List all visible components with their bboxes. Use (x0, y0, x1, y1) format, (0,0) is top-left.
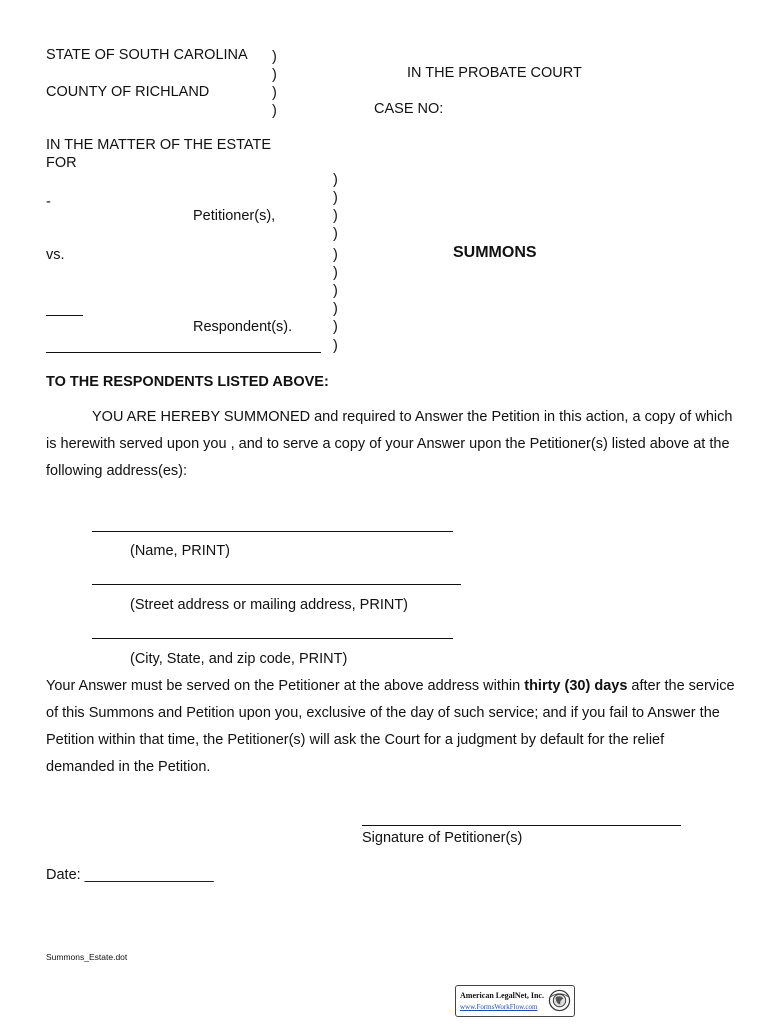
footer-filename: Summons_Estate.dot (46, 952, 128, 962)
publisher-badge[interactable] (455, 985, 575, 1017)
caption-paren: ) (333, 338, 338, 354)
caption-paren: ) (333, 265, 338, 281)
city-field-line (92, 638, 453, 639)
county-label: COUNTY OF RICHLAND (46, 84, 210, 100)
caption-paren: ) (333, 247, 338, 263)
state-label: STATE OF SOUTH CAROLINA (46, 47, 248, 63)
signature-line (362, 825, 681, 826)
caption-paren: ) (333, 226, 338, 242)
caption-paren: ) (272, 85, 277, 101)
answer-text-after: after the service of this Summons and Petition upon you, exclusive of the day of such service; and if you fail to Answer the Petition within that time, the Petitioner(s) will ask the Court for a judgment by default for the relief demanded in the Petition. (46, 678, 735, 775)
matter-line1: IN THE MATTER OF THE ESTATE (46, 137, 272, 153)
respondents-heading: TO THE RESPONDENTS LISTED ABOVE: (46, 374, 329, 390)
document-title: SUMMONS (453, 244, 537, 261)
badge-url[interactable]: www.FormsWorkFlow.com (460, 1003, 538, 1011)
caption-paren: ) (333, 319, 338, 335)
street-field-label: (Street address or mailing address, PRINT) (130, 597, 409, 613)
name-field-label: (Name, PRINT) (130, 543, 230, 559)
caption-paren: ) (272, 49, 277, 65)
court-label: IN THE PROBATE COURT (407, 65, 582, 81)
respondent-name-line (46, 315, 83, 316)
intro-paragraph: YOU ARE HEREBY SUMMONED and required to Answer the Petition in this action, a copy of which is herewith served upon you , and to serve a copy of your Answer upon the Petitioner(s) listed above at the following address(es): (46, 409, 733, 479)
caption-paren: ) (272, 103, 277, 119)
signature-label: Signature of Petitioner(s) (362, 830, 523, 846)
answer-text-before: Your Answer must be served on the Petitioner at the above address within (46, 678, 525, 694)
respondent-label: Respondent(s). (193, 319, 293, 335)
badge-company: American LegalNet, Inc. (460, 991, 544, 1000)
caption-paren: ) (333, 172, 338, 188)
vs-label: vs. (46, 247, 65, 263)
street-field-line (92, 584, 461, 585)
answer-paragraph (46, 673, 736, 781)
petitioner-label: Petitioner(s), (193, 208, 276, 224)
caption-paren: ) (333, 190, 338, 206)
matter-line2: FOR (46, 155, 77, 171)
name-field-line (92, 531, 453, 532)
case-no-label: CASE NO: (374, 101, 444, 117)
answer-deadline: thirty (30) days (524, 678, 628, 694)
respondent-bottom-line (46, 352, 321, 353)
caption-paren: ) (333, 208, 338, 224)
caption-paren: ) (333, 301, 338, 317)
petitioner-dash: - (46, 194, 51, 210)
city-field-label: (City, State, and zip code, PRINT) (130, 651, 348, 667)
caption-paren: ) (333, 283, 338, 299)
caption-paren: ) (272, 67, 277, 83)
globe-logo-icon (548, 989, 571, 1012)
date-label: Date: ________________ (46, 867, 214, 883)
